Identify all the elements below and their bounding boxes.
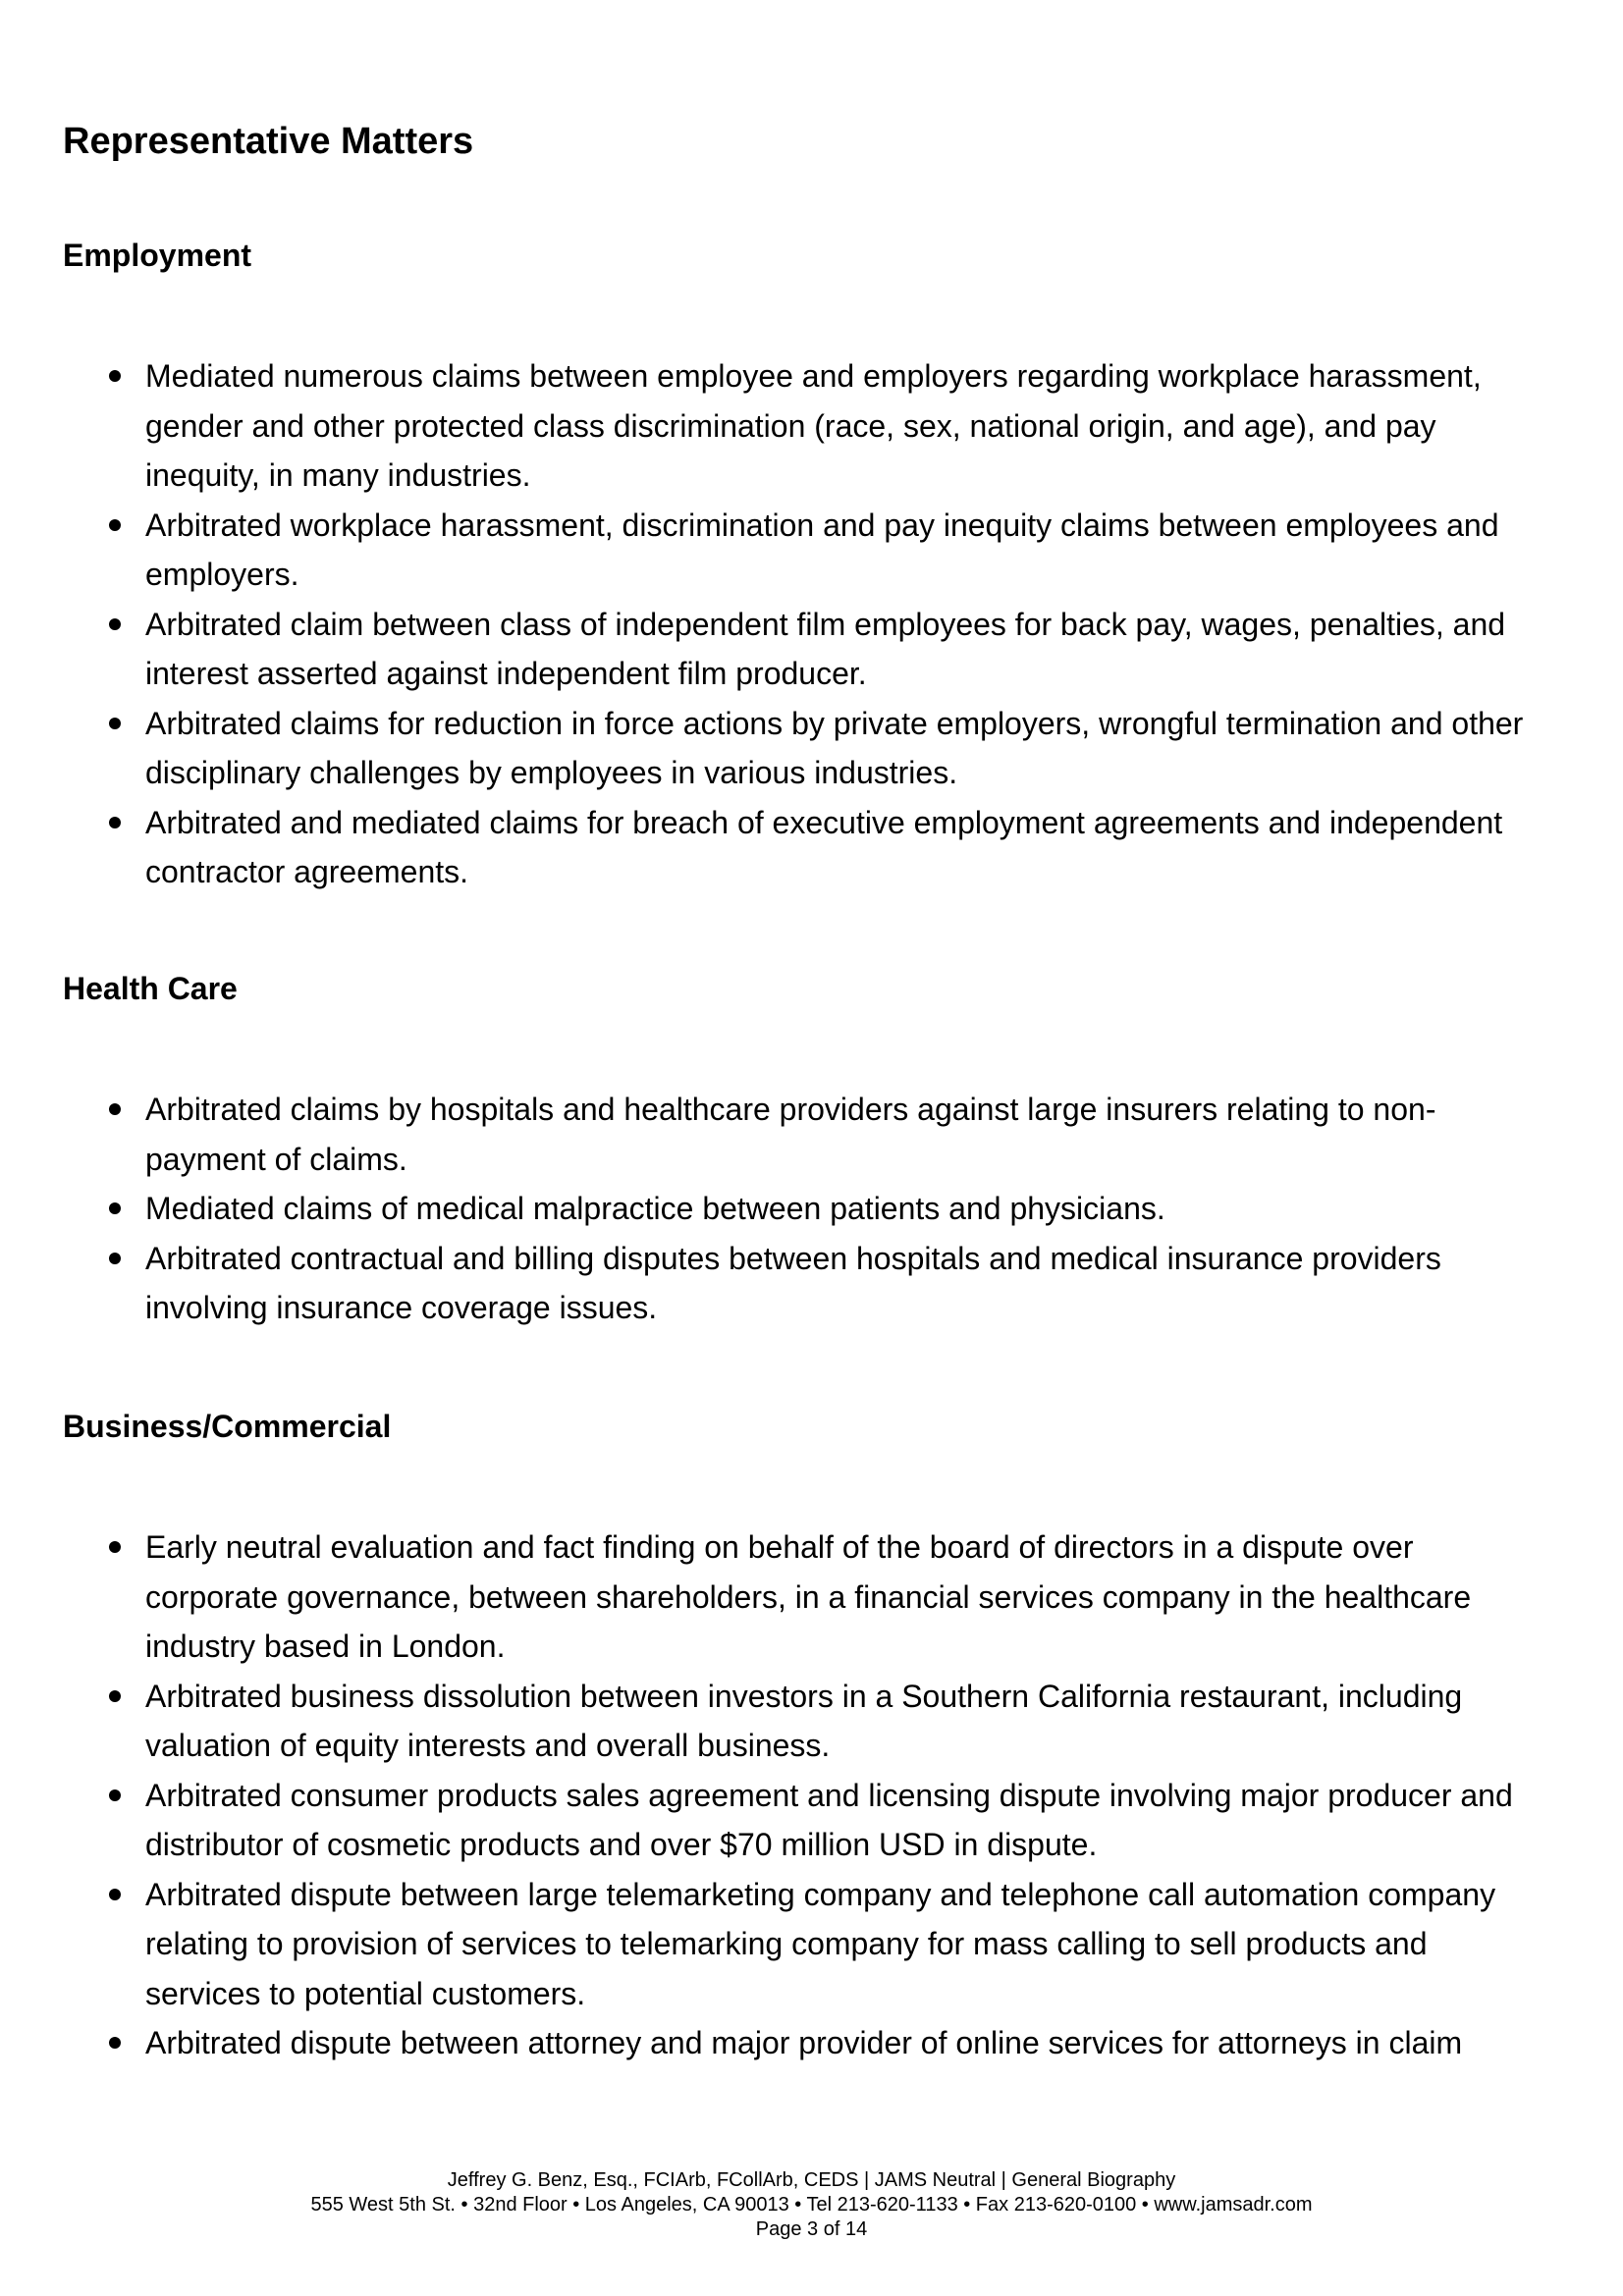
list-item — [0, 798, 1540, 897]
list-item — [0, 699, 1540, 798]
list-item-text: Arbitrated claim between class of independent film employees for back pay, wages, penalties, and interest asserted against independent film producer. — [145, 606, 1506, 691]
list-item-text: Arbitrated claims by hospitals and healthcare providers against large insurers relating to non-payment of claims. — [145, 1092, 1436, 1177]
footer-contact-line: 555 West 5th St. • 32nd Floor • Los Angeles, CA 90013 • Tel 213-620-1133 • Fax 213-620-0100 • www.jamsadr.com — [310, 2194, 1313, 2216]
page-footer — [0, 2168, 1623, 2242]
list-item — [0, 1085, 1540, 1184]
section-heading-employment: Employment — [63, 238, 252, 273]
bullet-icon — [109, 718, 121, 729]
footer-page-number: Page 3 of 14 — [755, 2218, 868, 2240]
list-item-text: Arbitrated contractual and billing disputes between hospitals and medical insurance providers involving insurance coverage issues. — [145, 1240, 1441, 1325]
list-item — [0, 1672, 1540, 1771]
list-item — [0, 1234, 1540, 1333]
bullet-icon — [109, 519, 121, 531]
list-item-text: Arbitrated dispute between attorney and major provider of online services for attorneys in claim — [145, 2025, 1463, 2060]
business-commercial-list — [0, 1522, 1623, 2068]
bullet-icon — [109, 2037, 121, 2049]
footer-biography-line: Jeffrey G. Benz, Esq., FCIArb, FCollArb, CEDS | JAMS Neutral | General Biography — [447, 2169, 1176, 2191]
bullet-icon — [109, 1789, 121, 1801]
list-item — [0, 1870, 1540, 2019]
list-item — [0, 1771, 1540, 1870]
page-title: Representative Matters — [63, 121, 474, 162]
bullet-icon — [109, 1202, 121, 1214]
section-heading-business-commercial: Business/Commercial — [63, 1409, 392, 1444]
bullet-icon — [109, 817, 121, 828]
list-item-text: Early neutral evaluation and fact finding on behalf of the board of directors in a dispute over corporate governance, between shareholders, in a financial services company in the healthcare industry based in London. — [145, 1529, 1472, 1664]
list-item — [0, 1184, 1540, 1234]
list-item-text: Arbitrated and mediated claims for breach of executive employment agreements and independent contractor agreements. — [145, 804, 1503, 889]
list-item-text: Arbitrated dispute between large telemarketing company and telephone call automation company relating to provision of services to telemarking company for mass calling to sell products and services to potential customers. — [145, 1876, 1496, 2011]
bullet-icon — [109, 618, 121, 630]
employment-list — [0, 351, 1623, 897]
list-item — [0, 351, 1540, 501]
bullet-icon — [109, 1103, 121, 1115]
bullet-icon — [109, 1889, 121, 1900]
list-item — [0, 501, 1540, 600]
list-item — [0, 2018, 1540, 2068]
bullet-icon — [109, 370, 121, 382]
bullet-icon — [109, 1253, 121, 1264]
list-item-text: Mediated numerous claims between employee and employers regarding workplace harassment, gender and other protected class discrimination (race, sex, national origin, and age), and pay inequity, in many industries. — [145, 358, 1482, 493]
list-item-text: Arbitrated business dissolution between investors in a Southern California restaurant, including valuation of equity interests and overall business. — [145, 1678, 1463, 1763]
bullet-icon — [109, 1690, 121, 1702]
list-item-text: Arbitrated workplace harassment, discrimination and pay inequity claims between employees and employers. — [145, 507, 1499, 592]
bullet-icon — [109, 1541, 121, 1553]
section-heading-health-care: Health Care — [63, 971, 238, 1006]
list-item — [0, 600, 1540, 699]
list-item-text: Arbitrated claims for reduction in force actions by private employers, wrongful termination and other disciplinary challenges by employees in various industries. — [145, 705, 1524, 790]
list-item — [0, 1522, 1540, 1672]
health-care-list — [0, 1085, 1623, 1333]
list-item-text: Arbitrated consumer products sales agreement and licensing dispute involving major producer and distributor of cosmetic products and over $70 million USD in dispute. — [145, 1777, 1513, 1862]
list-item-text: Mediated claims of medical malpractice between patients and physicians. — [145, 1191, 1165, 1226]
